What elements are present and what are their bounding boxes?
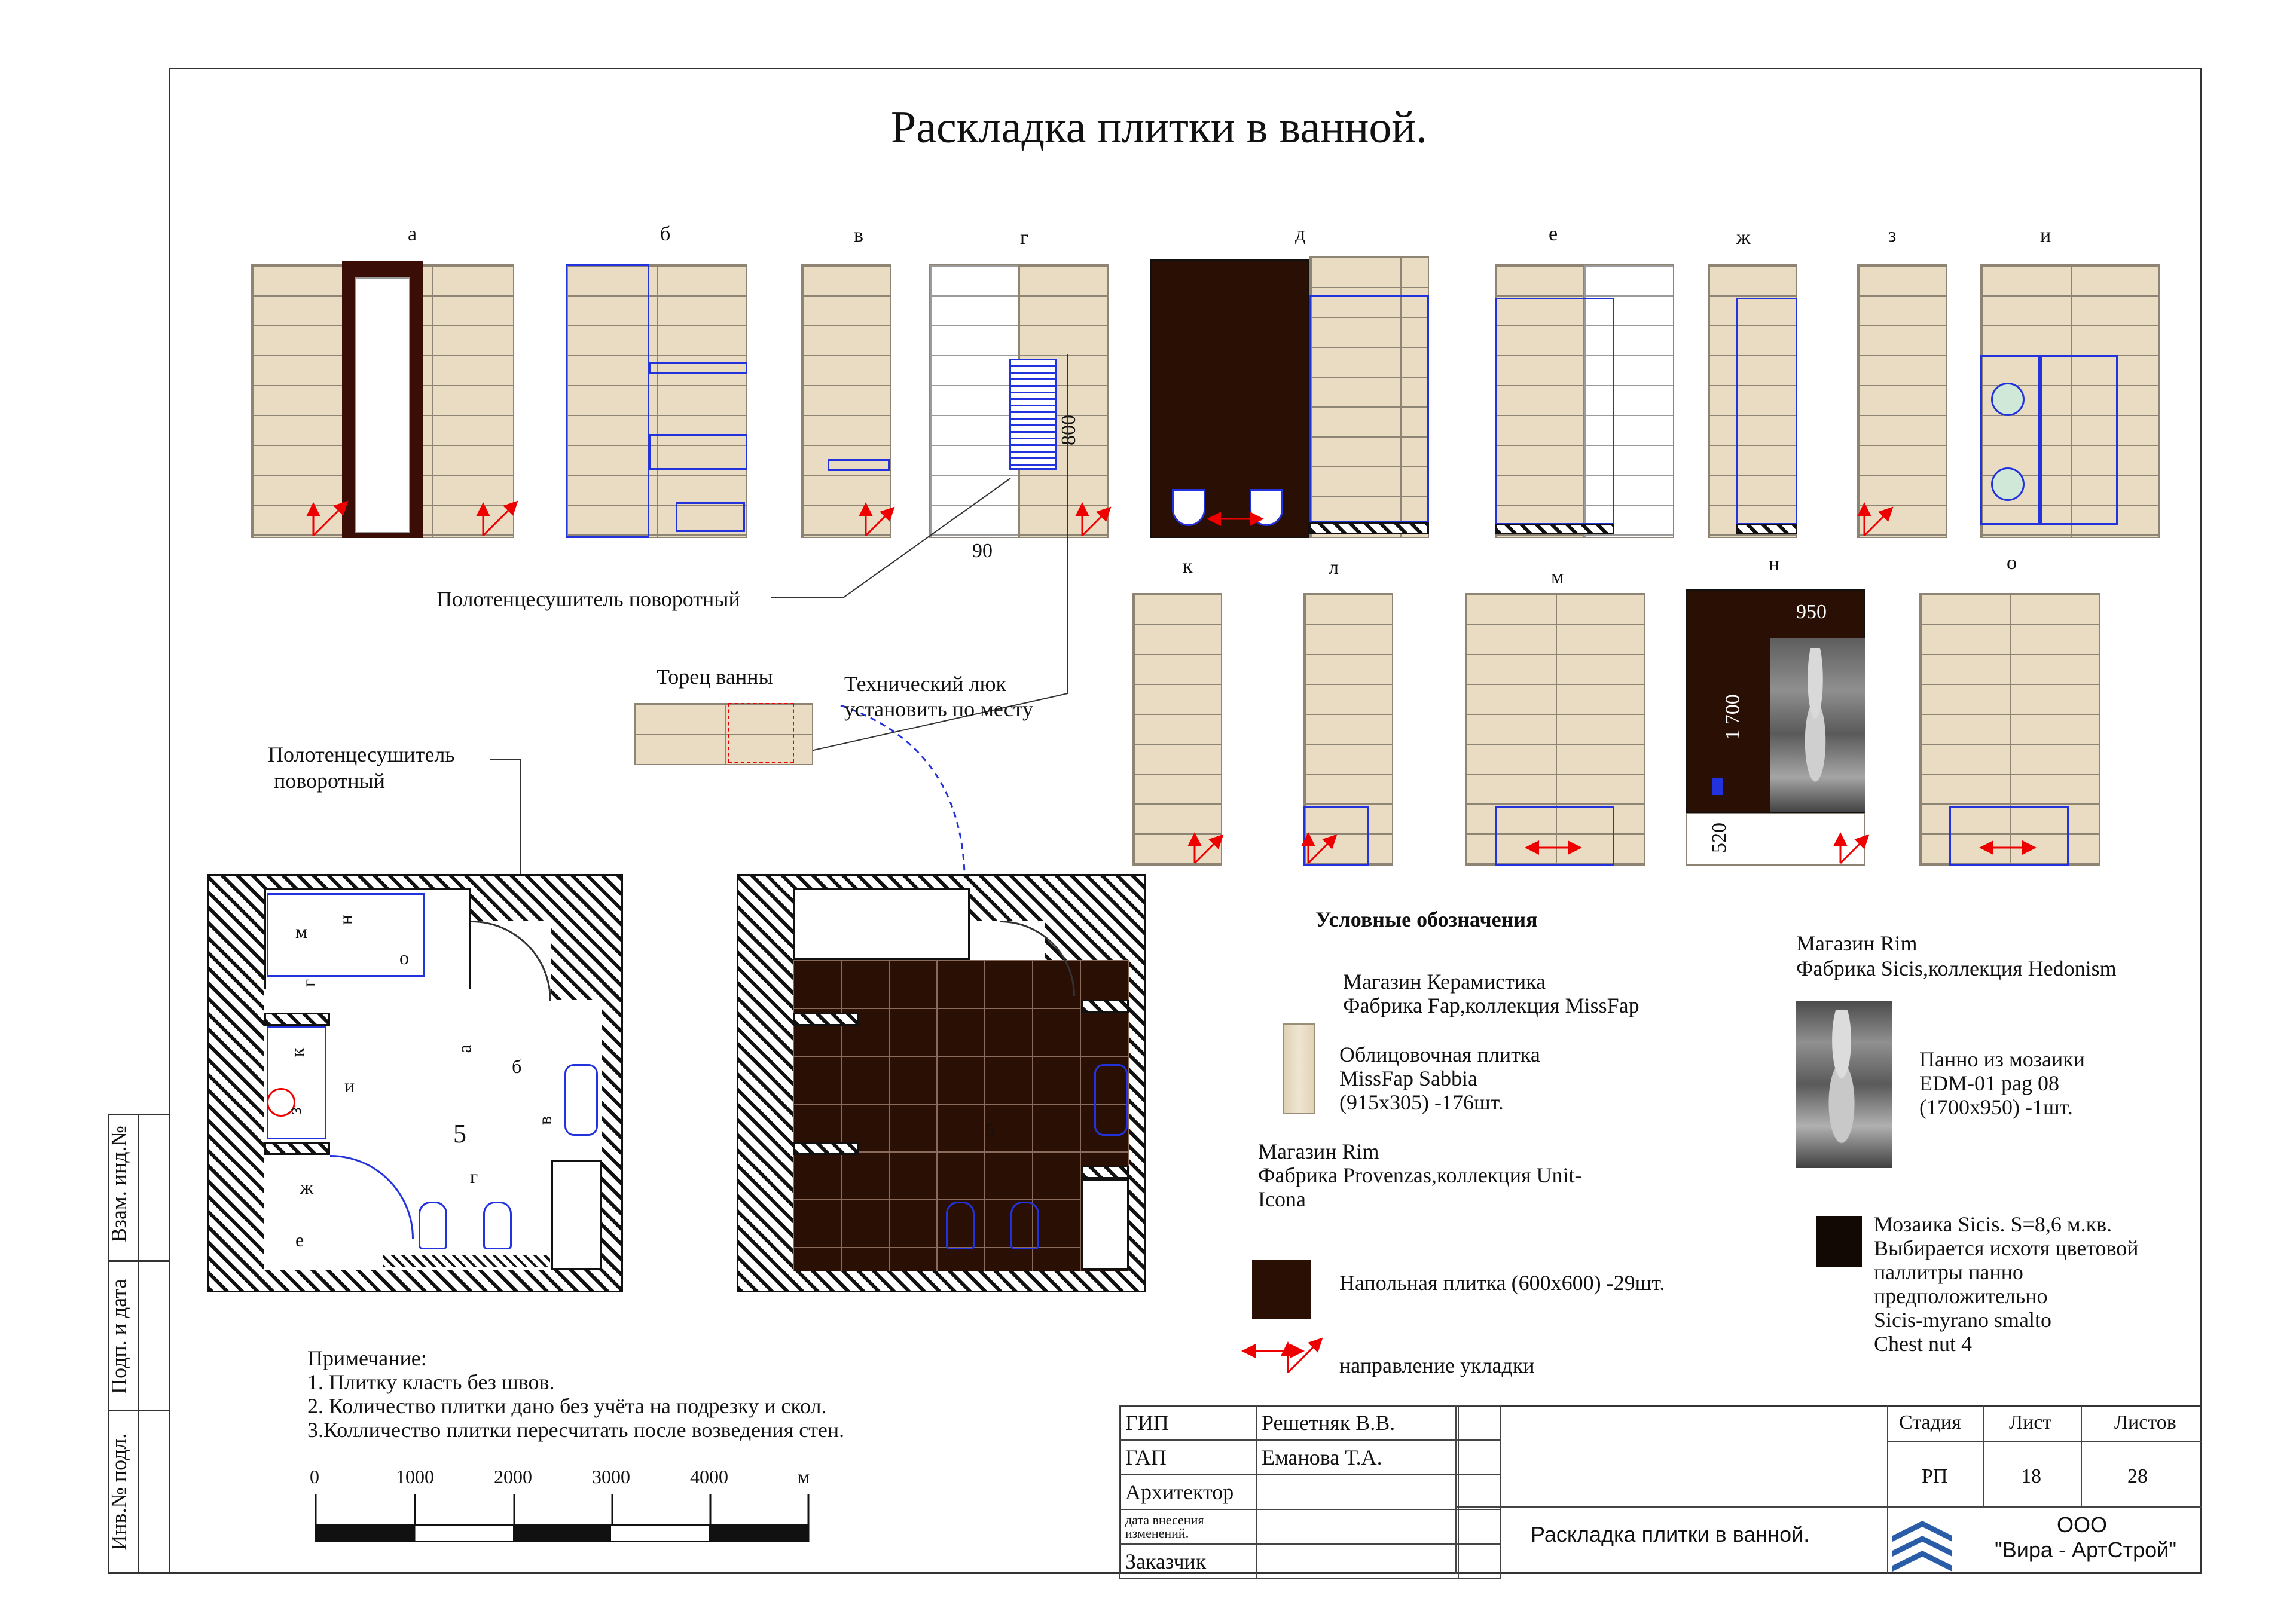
plan1-partition (264, 1142, 330, 1155)
tb-divider (1455, 1405, 1457, 1574)
plan1-sink (564, 1064, 598, 1136)
plan1-label-zh: ж (300, 1176, 314, 1198)
tb-divider (1887, 1506, 1889, 1574)
legend-mosaic-a: Мозаика Sicis. S=8,6 м.кв. (1874, 1212, 2112, 1236)
elevation-label-n: н (1769, 553, 1780, 575)
legend-swatch-mosaic (1816, 1216, 1862, 1267)
tb-client-label: Заказчик (1120, 1544, 1256, 1579)
tb-doc-title: Раскладка плитки в ванной. (1531, 1522, 1810, 1546)
tb-stage-label: Стадия (1899, 1411, 1961, 1434)
note-3: 3.Колличество плитки пересчитать после возведения стен. (307, 1418, 845, 1442)
legend-store-2: Магазин Rim (1258, 1139, 1379, 1163)
legend-tile-1c: (915x305) -176шт. (1339, 1090, 1504, 1114)
callout-hatch-1: Технический люк (844, 672, 1006, 696)
plan2-partition (1081, 1166, 1129, 1179)
dim-1700: 1 700 (1721, 694, 1744, 740)
plan1-label-i: и (344, 1075, 355, 1096)
plan2-partition (1081, 1000, 1129, 1013)
legend-panel-c: (1700x950) -1шт. (1919, 1095, 2073, 1119)
dim-520: 520 (1708, 823, 1730, 854)
plan1-label-v: в (534, 1115, 556, 1125)
hatch-outline (728, 703, 794, 763)
plan2-floor (793, 888, 970, 960)
plan2-shower (1081, 1179, 1129, 1270)
callout-towel-dryer-2a: Полотенцесушитель (268, 742, 455, 766)
elevation-label-e: е (1549, 223, 1558, 245)
plan2-partition (793, 1142, 859, 1155)
plan1-toilet-2 (483, 1202, 512, 1249)
plan1-partition (264, 1013, 330, 1026)
elevation-label-d: д (1295, 223, 1306, 245)
plan1-washer-niche (267, 1026, 326, 1139)
tb-gip-name: Решетняк В.В. (1256, 1405, 1458, 1440)
elevation-label-k: к (1183, 555, 1193, 577)
tb-changes-a: дата внесения (1125, 1512, 1204, 1527)
legend-mosaic-f: Chest nut 4 (1874, 1332, 1973, 1356)
tb-gip-label: ГИП (1120, 1405, 1256, 1440)
plan1-label-g2: г (470, 1166, 478, 1187)
legend-factory-2a: Фабрика Provenzas,коллекция Unit- (1258, 1163, 1582, 1187)
plan2-room-number: 5 (985, 1119, 995, 1141)
scale-bar (316, 1524, 808, 1542)
plan1-label-a: а (453, 1044, 475, 1053)
company-logo (1889, 1509, 1955, 1572)
elevation-label-v: в (854, 224, 864, 246)
elevation-label-l: л (1329, 557, 1339, 579)
legend-mosaic-d: предположительно (1874, 1284, 2048, 1308)
note-1: 1. Плитку класть без швов. (307, 1370, 555, 1394)
elevation-label-a: а (408, 223, 417, 245)
elevation-label-g: г (1020, 227, 1028, 249)
callout-towel-dryer-2b: поворотный (274, 769, 385, 793)
scale-0: 0 (310, 1466, 319, 1487)
legend-factory-2b: Icona (1258, 1187, 1306, 1211)
legend-floor: Напольная плитка (600x600) -29шт. (1339, 1271, 1665, 1295)
side-stamp-sign: Подп. и дата (106, 1279, 131, 1394)
legend-heading: Условные обозначения (1315, 907, 1538, 931)
legend-mosaic-b: Выбирается исхотя цветовой (1874, 1236, 2139, 1260)
tb-divider (1887, 1405, 1889, 1506)
legend-factory-1: Фабрика Fap,коллекция MissFap (1343, 994, 1639, 1017)
plan2-toilet-1 (946, 1202, 975, 1249)
legend-store-1: Магазин Керамистика (1343, 970, 1546, 994)
elevation-label-o: о (2007, 552, 2017, 574)
tb-sheet: 18 (2021, 1465, 2041, 1487)
tb-sheet-label: Лист (2009, 1411, 2052, 1434)
tb-gap-name: Еманова Т.А. (1256, 1440, 1458, 1475)
elevation-label-z: з (1888, 224, 1897, 246)
plan1-shower (551, 1160, 602, 1270)
callout-bath-end: Торец ванны (657, 665, 773, 689)
side-stamp-inv: Инв.№ подл. (106, 1433, 131, 1551)
tb-changes-b: изменений. (1125, 1526, 1189, 1541)
elevation-label-m: м (1551, 566, 1564, 588)
callout-towel-dryer: Полотенцесушитель поворотный (436, 587, 740, 611)
plan1-label-n: н (335, 914, 357, 925)
scale-1000: 1000 (396, 1466, 434, 1487)
elevation-label-i: и (2040, 224, 2051, 246)
callout-hatch-2: установить по месту (844, 697, 1033, 721)
plan2-partition (793, 1013, 859, 1026)
tb-divider (1983, 1405, 1984, 1506)
dim-950: 950 (1796, 601, 1827, 623)
legend-panel-a: Панно из мозаики (1919, 1047, 2085, 1071)
plan2-sink (1094, 1064, 1128, 1136)
legend-panel-figure (1812, 1010, 1871, 1160)
tb-stage: РП (1922, 1465, 1948, 1487)
legend-mosaic-e: Sicis-myrano smalto (1874, 1308, 2051, 1332)
plan1-label-b: б (512, 1056, 522, 1077)
tb-sheets-label: Листов (2114, 1411, 2176, 1434)
scale-4000: 4000 (690, 1466, 728, 1487)
plan1-label-m: м (295, 921, 308, 942)
plan1-label-o: о (399, 947, 409, 968)
page-title: Раскладка плитки в ванной. (891, 102, 1428, 152)
tb-divider (1455, 1506, 2202, 1508)
tb-divider (2081, 1405, 2083, 1506)
legend-tile-1b: MissFap Sabbia (1339, 1066, 1478, 1090)
elevation-label-zh: ж (1736, 227, 1751, 249)
tb-divider (1887, 1441, 2202, 1442)
legend-store-3: Магазин Rim (1796, 931, 1918, 955)
scale-3000: 3000 (592, 1466, 630, 1487)
side-stamp-replace: Взам. инд.№ (106, 1126, 131, 1243)
tb-org-a: ООО (2057, 1512, 2108, 1537)
tb-org-b: "Вира - АртСтрой" (1995, 1538, 2177, 1562)
notes-heading: Примечание: (307, 1346, 427, 1370)
legend-direction: направление укладки (1339, 1353, 1535, 1377)
title-block-left (1119, 1405, 1501, 1579)
note-2: 2. Количество плитки дано без учёта на подрезку и скол. (307, 1394, 827, 1418)
legend-swatch-floor (1252, 1260, 1311, 1319)
legend-swatch-wall-tile (1283, 1023, 1315, 1114)
tb-gap-label: ГАП (1120, 1440, 1256, 1475)
legend-tile-1a: Облицовочная плитка (1339, 1043, 1540, 1066)
plan1-bath-edge (383, 1255, 550, 1267)
legend-panel-b: EDM-01 pag 08 (1919, 1071, 2059, 1095)
elevation-label-b: б (660, 223, 671, 245)
plan1-room-number: 5 (453, 1119, 466, 1148)
plan1-toilet-1 (419, 1202, 447, 1249)
plan1-label-k: к (286, 1047, 309, 1057)
tb-sheets: 28 (2127, 1465, 2148, 1487)
dim-90: 90 (972, 540, 993, 562)
plan1-label-g: г (298, 979, 320, 987)
dim-800: 800 (1057, 415, 1080, 446)
legend-factory-3: Фабрика Sicis,коллекция Hedonism (1796, 956, 2117, 980)
plan1-label-z: з (283, 1107, 305, 1115)
scale-unit: м (798, 1466, 810, 1487)
plan2-toilet-2 (1010, 1202, 1039, 1249)
legend-mosaic-c: паллитры панно (1874, 1260, 2023, 1284)
tb-arch-label: Архитектор (1120, 1475, 1256, 1509)
plan1-label-e: е (295, 1229, 304, 1251)
tb-changes (1120, 1509, 1256, 1544)
scale-2000: 2000 (494, 1466, 532, 1487)
